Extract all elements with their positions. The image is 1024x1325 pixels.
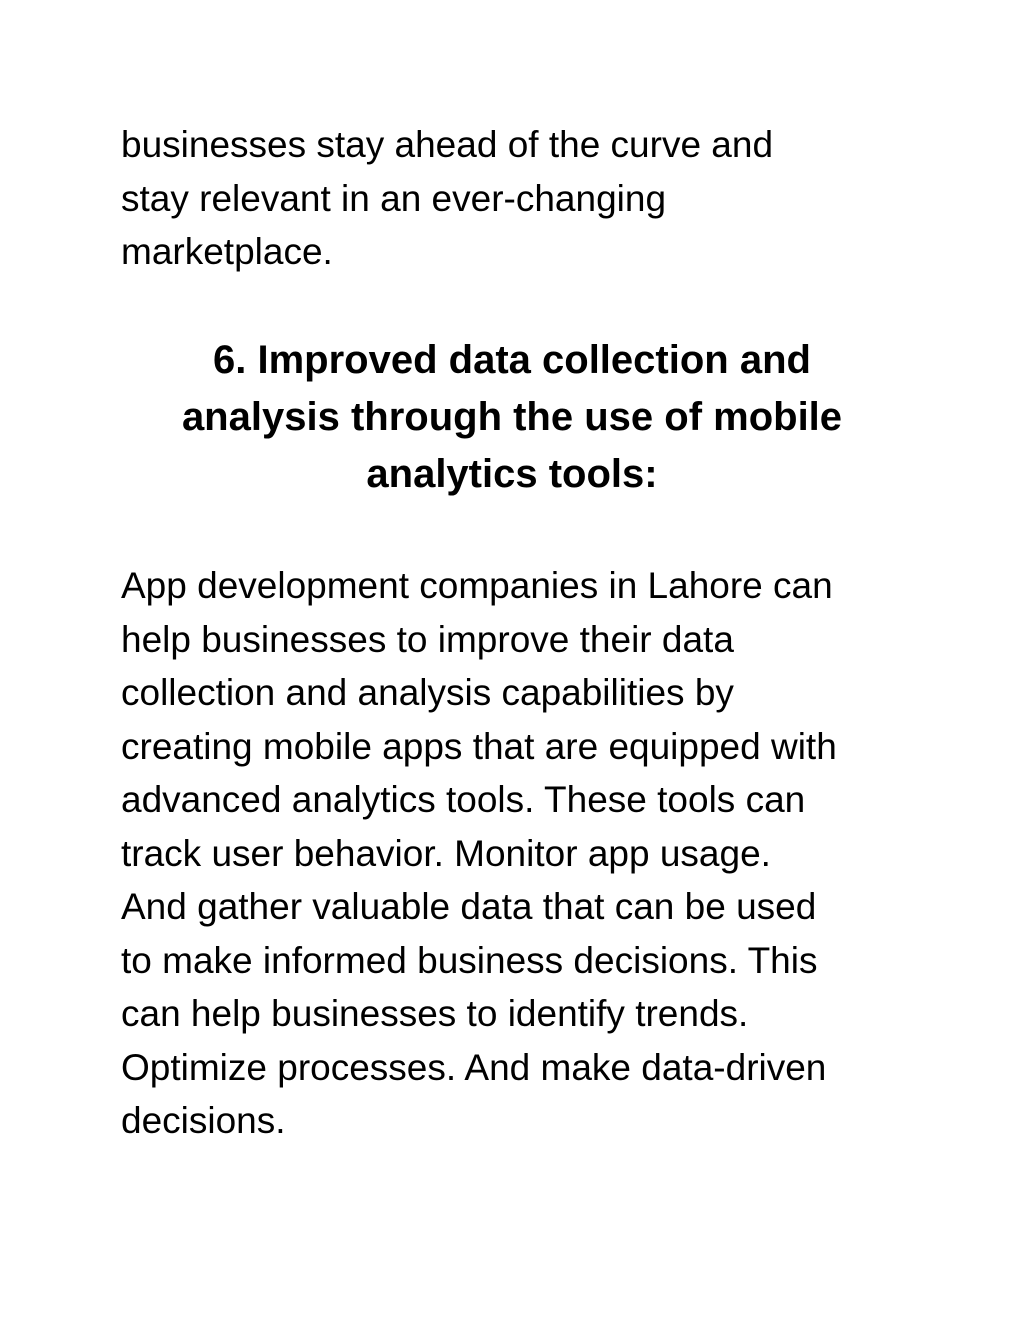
body-paragraph bbox=[121, 559, 911, 1148]
intro-paragraph bbox=[121, 118, 911, 279]
section-heading bbox=[100, 332, 924, 503]
paragraph-line: marketplace. bbox=[121, 231, 333, 272]
paragraph-line: can help businesses to identify trends. bbox=[121, 993, 749, 1034]
paragraph-line: stay relevant in an ever-changing bbox=[121, 177, 667, 219]
heading-line: analysis through the use of mobile bbox=[181, 395, 843, 439]
paragraph-line: decisions. bbox=[121, 1100, 286, 1141]
paragraph-line: track user behavior. Monitor app usage. bbox=[121, 832, 771, 874]
heading-line: 6. Improved data collection and bbox=[213, 338, 811, 382]
paragraph-line: Optimize processes. And make data-driven bbox=[121, 1046, 827, 1088]
heading-line: analytics tools: bbox=[366, 452, 658, 496]
paragraph-line: collection and analysis capabilities by bbox=[121, 672, 734, 713]
paragraph-line: to make informed business decisions. This bbox=[121, 939, 818, 981]
paragraph-line: creating mobile apps that are equipped with bbox=[121, 725, 837, 767]
paragraph-line: And gather valuable data that can be used bbox=[121, 886, 817, 927]
paragraph-line: help businesses to improve their data bbox=[121, 618, 734, 660]
paragraph-line: advanced analytics tools. These tools can bbox=[121, 779, 806, 820]
paragraph-line: businesses stay ahead of the curve and bbox=[121, 124, 774, 165]
paragraph-line: App development companies in Lahore can bbox=[121, 565, 833, 606]
